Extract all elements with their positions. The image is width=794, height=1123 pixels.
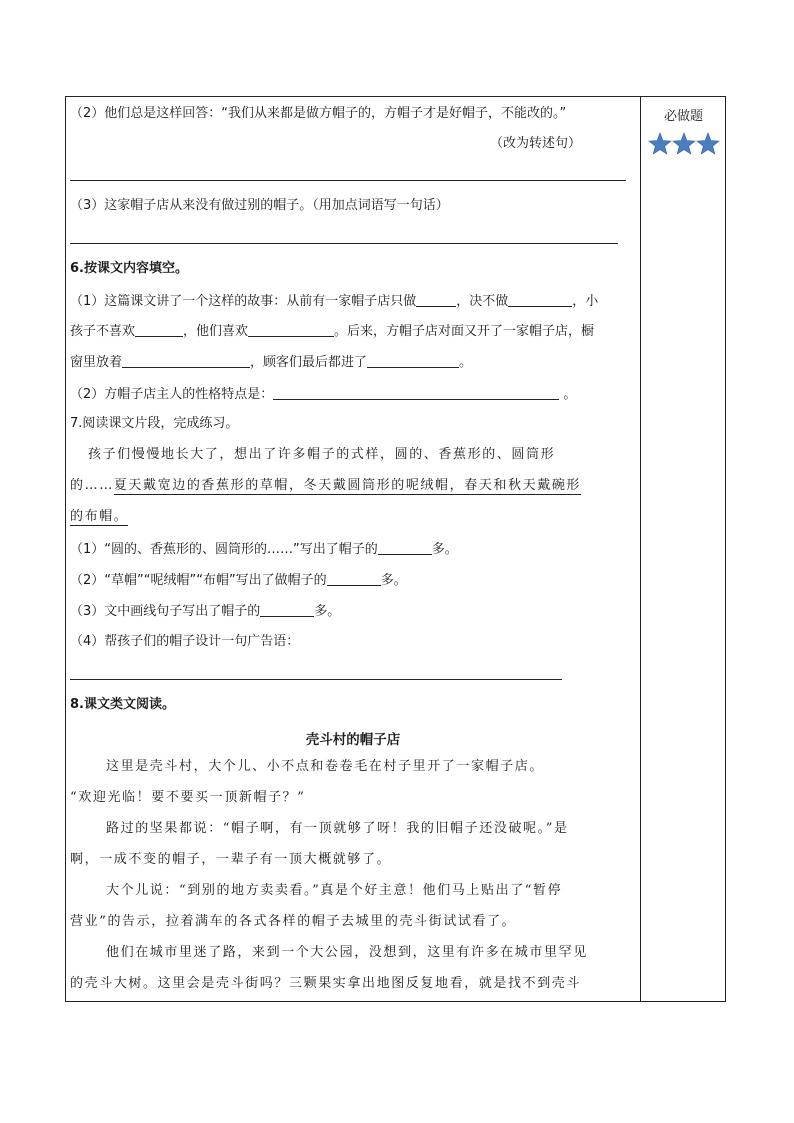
q7-passage-line3 xyxy=(70,509,128,525)
story-paragraph: 这里是壳斗村，大个儿、小不点和卷卷毛在村子里开了一家帽子店。 xyxy=(106,759,545,774)
fill-blank[interactable] xyxy=(248,323,334,337)
story-title: 壳斗村的帽子店 xyxy=(305,732,401,748)
story-paragraph: 路过的坚果都说：“帽子啊，有一顶就够了呀！我的旧帽子还没破呢。”是 xyxy=(106,821,569,836)
q7-passage-line1: 孩子们慢慢地长大了，想出了许多帽子的式样，圆的、香蕉形的、圆筒形 xyxy=(88,447,556,462)
fill-blank[interactable] xyxy=(367,354,459,368)
difficulty-stars xyxy=(641,132,726,160)
fill-blank[interactable] xyxy=(260,603,314,617)
fill-blank[interactable] xyxy=(416,293,456,307)
q6-item2: （2）方帽子店主人的性格特点是： 。 xyxy=(70,387,577,402)
underlined-sentence: 的布帽。 xyxy=(70,509,129,524)
story-paragraph: 啊，一成不变的帽子，一辈子有一顶大概就够了。 xyxy=(70,852,392,867)
fill-blank[interactable] xyxy=(135,323,183,337)
fill-blank[interactable] xyxy=(122,354,250,368)
answer-line[interactable] xyxy=(70,180,626,181)
q7-sub2: （2）“草帽”“呢绒帽”“布帽”写出了做帽子的 多。 xyxy=(70,573,407,588)
fill-blank[interactable] xyxy=(327,572,381,586)
q6-title: 6.按课文内容填空。 xyxy=(70,261,188,276)
answer-line[interactable] xyxy=(70,243,618,244)
q8-title: 8.课文类文阅读。 xyxy=(70,697,175,712)
fill-blank[interactable] xyxy=(378,541,432,555)
story-paragraph: 的壳斗大树。这里会是壳斗街吗？三颗果实拿出地图反复地看，就是找不到壳斗 xyxy=(70,976,582,991)
story-paragraph: 他们在城市里迷了路，来到一个大公园，没想到，这里有许多在城市里罕见 xyxy=(106,945,588,960)
answer-line[interactable] xyxy=(70,679,562,680)
q7-passage-line2: 的……夏天戴宽边的香蕉形的草帽，冬天戴圆筒形的呢绒帽，春天和秋天戴碗形 xyxy=(70,478,582,493)
difficulty-label: 必做题 xyxy=(663,109,703,124)
difficulty-column xyxy=(641,96,726,160)
q5-item3: （3）这家帽子店从来没有做过别的帽子。（用加点词语写一句话） xyxy=(70,198,449,213)
story-paragraph: “欢迎光临！要不要买一顶新帽子？” xyxy=(70,790,306,805)
q7-sub3: （3）文中画线句子写出了帽子的 多。 xyxy=(70,604,341,619)
underlined-sentence: 夏天戴宽边的香蕉形的草帽，冬天戴圆筒形的呢绒帽，春天和秋天戴碗形 xyxy=(113,478,582,493)
fill-blank[interactable] xyxy=(508,293,572,307)
q5-item2: （2）他们总是这样回答：“我们从来都是做方帽子的，方帽子才是好帽子，不能改的。” xyxy=(70,106,567,121)
q7-sub1: （1）“圆的、香蕉形的、圆筒形的……”写出了帽子的 多。 xyxy=(70,542,458,557)
q6-item1-line2: 孩子不喜欢 ，他们喜欢 。后来，方帽子店对面又开了一家帽子店，橱 xyxy=(70,324,595,339)
q7-title: 7.阅读课文片段，完成练习。 xyxy=(70,416,239,431)
q6-item1-line1: （1）这篇课文讲了一个这样的故事：从前有一家帽子店只做 ，决不做 ，小 xyxy=(70,294,599,309)
fill-blank[interactable] xyxy=(273,386,559,400)
q6-item1-line3: 窗里放着 ，顾客们最后都进了 。 xyxy=(70,355,473,370)
q7-sub4: （4）帮孩子们的帽子设计一句广告语： xyxy=(70,634,300,649)
q5-item2-requirement: （改为转述句） xyxy=(490,136,582,151)
story-paragraph: 营业”的告示，拉着满车的各式各样的帽子去城里的壳斗街试试看了。 xyxy=(70,914,517,929)
star-rating-icon xyxy=(648,132,720,156)
column-divider xyxy=(640,96,641,1002)
story-paragraph: 大个儿说：“到别的地方卖卖看。”真是个好主意！他们马上贴出了“暂停 xyxy=(106,883,563,898)
